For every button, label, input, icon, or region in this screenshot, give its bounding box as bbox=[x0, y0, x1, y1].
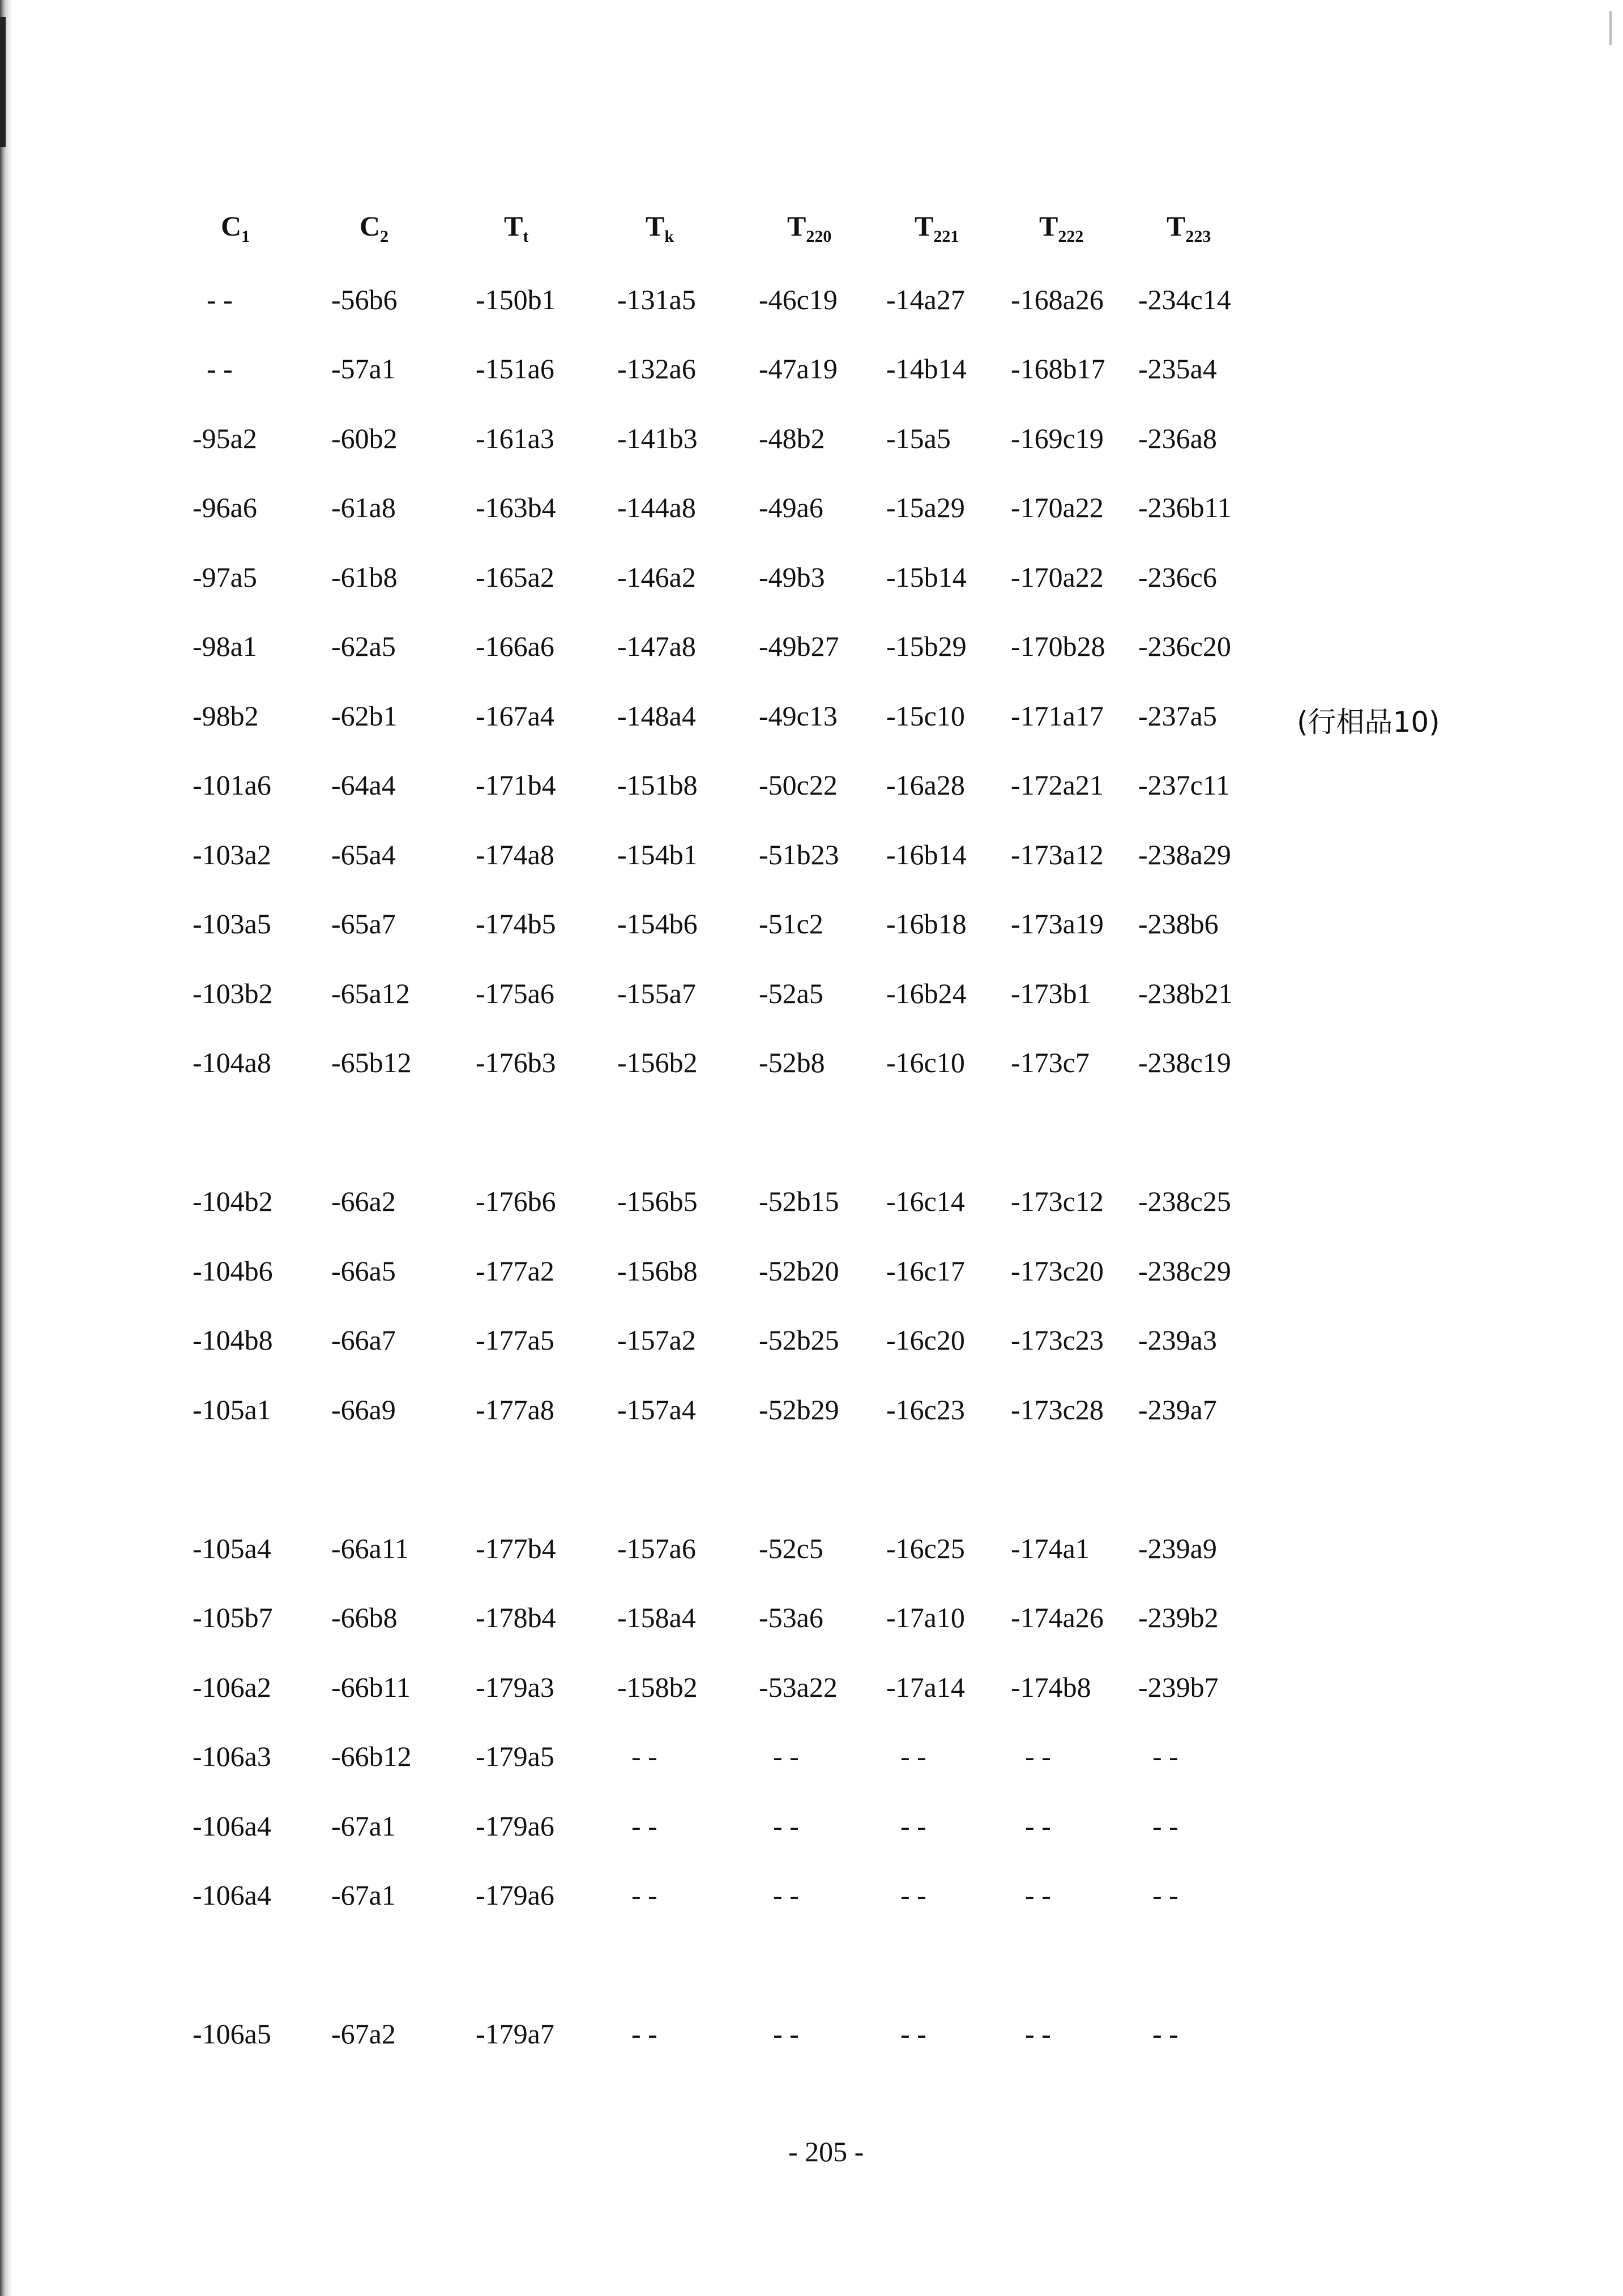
table-cell: -175a6 bbox=[476, 978, 554, 1009]
table-cell: -67a1 bbox=[331, 1810, 396, 1842]
table-cell: -57a1 bbox=[331, 353, 396, 385]
table-cell: - - bbox=[631, 1810, 657, 1842]
table-cell: -173a12 bbox=[1011, 839, 1104, 870]
table-cell: -61a8 bbox=[331, 492, 396, 523]
table-cell: -168a26 bbox=[1011, 284, 1104, 315]
table-cell: -52b15 bbox=[759, 1185, 839, 1217]
column-header-letter: T bbox=[1039, 210, 1058, 242]
column-header-subscript: k bbox=[664, 227, 674, 246]
table-cell: -147a8 bbox=[617, 630, 696, 662]
table-cell: -103b2 bbox=[193, 978, 273, 1009]
table-cell: -51c2 bbox=[759, 908, 823, 940]
table-cell: -157a6 bbox=[617, 1533, 696, 1564]
table-cell: -14b14 bbox=[886, 353, 967, 385]
table-cell: -52b8 bbox=[759, 1047, 825, 1078]
table-cell: -167a4 bbox=[476, 700, 554, 732]
table-cell: -157a2 bbox=[617, 1324, 696, 1356]
table-cell: - - bbox=[773, 1740, 799, 1772]
table-cell: -179a5 bbox=[476, 1740, 554, 1772]
table-cell: -16b24 bbox=[886, 978, 967, 1009]
table-cell: -65a4 bbox=[331, 839, 396, 870]
table-cell: -239b2 bbox=[1138, 1602, 1219, 1633]
page-number: - 205 - bbox=[788, 2136, 864, 2167]
table-cell: -49a6 bbox=[759, 492, 823, 523]
table-cell: -53a6 bbox=[759, 1602, 823, 1633]
table-cell: -16a28 bbox=[886, 769, 965, 801]
table-cell: - - bbox=[1152, 1879, 1178, 1911]
column-header-subscript: 220 bbox=[806, 227, 832, 246]
table-cell: - - bbox=[207, 353, 233, 385]
table-cell: -171a17 bbox=[1011, 700, 1104, 732]
table-cell: -178b4 bbox=[476, 1602, 556, 1633]
table-cell: -176b6 bbox=[476, 1185, 556, 1217]
table-cell: -46c19 bbox=[759, 284, 838, 315]
column-header-letter: T bbox=[504, 210, 523, 242]
table-cell: -177a8 bbox=[476, 1394, 554, 1426]
table-cell: -239a9 bbox=[1138, 1533, 1217, 1564]
table-cell: -16c20 bbox=[886, 1324, 965, 1356]
table-cell: -170a22 bbox=[1011, 561, 1104, 593]
table-cell: -106a3 bbox=[193, 1740, 271, 1772]
table-cell: -165a2 bbox=[476, 561, 554, 593]
column-header-6 bbox=[915, 210, 959, 246]
table-cell: -146a2 bbox=[617, 561, 696, 593]
table-cell: -105a4 bbox=[193, 1533, 271, 1564]
column-header-subscript: 222 bbox=[1058, 227, 1084, 246]
table-cell: -67a2 bbox=[331, 2018, 396, 2050]
column-header-1 bbox=[221, 210, 250, 246]
table-cell: -161a3 bbox=[476, 423, 554, 454]
table-cell: - - bbox=[631, 1879, 657, 1911]
table-cell: -179a7 bbox=[476, 2018, 554, 2050]
table-cell: -66b12 bbox=[331, 1740, 412, 1772]
table-cell: -47a19 bbox=[759, 353, 838, 385]
table-cell: - - bbox=[1025, 1879, 1051, 1911]
table-cell: -95a2 bbox=[193, 423, 257, 454]
table-cell: - - bbox=[773, 2018, 799, 2050]
table-cell: -174b8 bbox=[1011, 1671, 1091, 1703]
table-cell: -150b1 bbox=[476, 284, 556, 315]
table-cell: -106a4 bbox=[193, 1879, 271, 1911]
table-cell: -16c25 bbox=[886, 1533, 965, 1564]
table-cell: -66a11 bbox=[331, 1533, 409, 1564]
table-cell: -157a4 bbox=[617, 1394, 696, 1426]
table-cell: -62b1 bbox=[331, 700, 398, 732]
table-cell: -48b2 bbox=[759, 423, 825, 454]
table-cell: -103a5 bbox=[193, 908, 271, 940]
column-header-subscript: 223 bbox=[1185, 227, 1211, 246]
scan-binding-edge bbox=[0, 0, 12, 2296]
table-cell: -177a2 bbox=[476, 1255, 554, 1287]
table-cell: -66a9 bbox=[331, 1394, 396, 1426]
table-cell: - - bbox=[900, 1810, 926, 1842]
table-cell: -15a5 bbox=[886, 423, 951, 454]
table-cell: -60b2 bbox=[331, 423, 398, 454]
table-cell: -173c7 bbox=[1011, 1047, 1090, 1078]
table-cell: -96a6 bbox=[193, 492, 257, 523]
table-cell: -179a6 bbox=[476, 1810, 554, 1842]
table-cell: -16c10 bbox=[886, 1047, 965, 1078]
table-cell: -155a7 bbox=[617, 978, 696, 1009]
table-cell: -52b29 bbox=[759, 1394, 839, 1426]
table-cell: -156b5 bbox=[617, 1185, 698, 1217]
table-cell: -238a29 bbox=[1138, 839, 1231, 870]
table-cell: -66a5 bbox=[331, 1255, 396, 1287]
table-cell: -105a1 bbox=[193, 1394, 271, 1426]
column-header-3 bbox=[504, 210, 528, 246]
table-cell: -141b3 bbox=[617, 423, 698, 454]
table-cell: - - bbox=[1025, 2018, 1051, 2050]
table-cell: -236c20 bbox=[1138, 630, 1231, 662]
table-cell: -106a2 bbox=[193, 1671, 271, 1703]
table-cell: -236c6 bbox=[1138, 561, 1217, 593]
table-cell: -97a5 bbox=[193, 561, 257, 593]
table-cell: -101a6 bbox=[193, 769, 271, 801]
table-cell: -237a5 bbox=[1138, 700, 1217, 732]
scan-corner-mark bbox=[1609, 11, 1612, 45]
table-cell: -66a2 bbox=[331, 1185, 396, 1217]
table-cell: -158b2 bbox=[617, 1671, 698, 1703]
table-cell: - - bbox=[900, 1740, 926, 1772]
table-cell: -239a3 bbox=[1138, 1324, 1217, 1356]
section-note: (行相品10) bbox=[1297, 706, 1440, 739]
table-cell: -168b17 bbox=[1011, 353, 1105, 385]
table-cell: -176b3 bbox=[476, 1047, 556, 1078]
table-cell: -17a14 bbox=[886, 1671, 965, 1703]
table-cell: -173c20 bbox=[1011, 1255, 1104, 1287]
table-cell: -14a27 bbox=[886, 284, 965, 315]
table-cell: -177a5 bbox=[476, 1324, 554, 1356]
table-cell: -179a3 bbox=[476, 1671, 554, 1703]
table-cell: -151a6 bbox=[476, 353, 554, 385]
table-cell: -238c29 bbox=[1138, 1255, 1231, 1287]
table-cell: -173b1 bbox=[1011, 978, 1091, 1009]
table-cell: -52b25 bbox=[759, 1324, 839, 1356]
table-cell: - - bbox=[1025, 1740, 1051, 1772]
table-cell: -171b4 bbox=[476, 769, 556, 801]
table-cell: -148a4 bbox=[617, 700, 696, 732]
table-cell: -64a4 bbox=[331, 769, 396, 801]
table-cell: -106a4 bbox=[193, 1810, 271, 1842]
table-cell: -131a5 bbox=[617, 284, 696, 315]
column-header-letter: T bbox=[915, 210, 934, 242]
table-cell: -50c22 bbox=[759, 769, 838, 801]
column-header-subscript: 221 bbox=[933, 227, 959, 246]
table-cell: -15a29 bbox=[886, 492, 965, 523]
table-cell: -53a22 bbox=[759, 1671, 838, 1703]
table-cell: -98b2 bbox=[193, 700, 259, 732]
table-cell: -174a26 bbox=[1011, 1602, 1104, 1633]
table-cell: -163b4 bbox=[476, 492, 556, 523]
table-cell: -173c12 bbox=[1011, 1185, 1104, 1217]
table-cell: -173c23 bbox=[1011, 1324, 1104, 1356]
table-cell: - - bbox=[631, 2018, 657, 2050]
column-header-letter: C bbox=[360, 210, 381, 242]
table-cell: -238b21 bbox=[1138, 978, 1233, 1009]
column-header-letter: C bbox=[221, 210, 242, 242]
table-cell: -170a22 bbox=[1011, 492, 1104, 523]
table-cell: - - bbox=[1025, 1810, 1051, 1842]
column-header-8 bbox=[1167, 210, 1211, 246]
table-cell: -104b2 bbox=[193, 1185, 273, 1217]
table-cell: -62a5 bbox=[331, 630, 396, 662]
table-cell: -66b8 bbox=[331, 1602, 398, 1633]
table-cell: -15b29 bbox=[886, 630, 967, 662]
table-cell: -65a7 bbox=[331, 908, 396, 940]
table-cell: -177b4 bbox=[476, 1533, 556, 1564]
table-cell: -65b12 bbox=[331, 1047, 412, 1078]
table-cell: -169c19 bbox=[1011, 423, 1104, 454]
table-cell: -16b14 bbox=[886, 839, 967, 870]
table-cell: -234c14 bbox=[1138, 284, 1231, 315]
table-cell: -67a1 bbox=[331, 1879, 396, 1911]
table-cell: -15c10 bbox=[886, 700, 965, 732]
table-cell: -238c25 bbox=[1138, 1185, 1231, 1217]
table-cell: -66b11 bbox=[331, 1671, 411, 1703]
table-cell: -104a8 bbox=[193, 1047, 271, 1078]
table-cell: -61b8 bbox=[331, 561, 398, 593]
column-header-subscript: t bbox=[523, 227, 529, 246]
table-cell: -173c28 bbox=[1011, 1394, 1104, 1426]
column-header-7 bbox=[1039, 210, 1083, 246]
table-cell: -236a8 bbox=[1138, 423, 1217, 454]
table-cell: -49c13 bbox=[759, 700, 838, 732]
table-cell: - - bbox=[900, 1879, 926, 1911]
table-cell: -151b8 bbox=[617, 769, 698, 801]
table-cell: -239a7 bbox=[1138, 1394, 1217, 1426]
table-cell: - - bbox=[900, 2018, 926, 2050]
column-header-2 bbox=[360, 210, 388, 246]
table-cell: -154b1 bbox=[617, 839, 698, 870]
table-cell: -105b7 bbox=[193, 1602, 273, 1633]
table-cell: -65a12 bbox=[331, 978, 410, 1009]
column-header-letter: T bbox=[787, 210, 806, 242]
table-cell: -132a6 bbox=[617, 353, 696, 385]
table-cell: -104b6 bbox=[193, 1255, 273, 1287]
table-cell: -49b3 bbox=[759, 561, 825, 593]
table-cell: - - bbox=[773, 1810, 799, 1842]
table-cell: -154b6 bbox=[617, 908, 698, 940]
table-cell: -52b20 bbox=[759, 1255, 839, 1287]
table-cell: -16c14 bbox=[886, 1185, 965, 1217]
table-cell: -17a10 bbox=[886, 1602, 965, 1633]
table-cell: - - bbox=[1152, 2018, 1178, 2050]
column-header-letter: T bbox=[646, 210, 665, 242]
table-cell: - - bbox=[1152, 1740, 1178, 1772]
column-header-letter: T bbox=[1167, 210, 1186, 242]
table-cell: -235a4 bbox=[1138, 353, 1217, 385]
table-cell: -179a6 bbox=[476, 1879, 554, 1911]
table-cell: -156b8 bbox=[617, 1255, 698, 1287]
table-cell: -238b6 bbox=[1138, 908, 1219, 940]
column-header-subscript: 1 bbox=[241, 227, 250, 246]
table-cell: -172a21 bbox=[1011, 769, 1104, 801]
table-cell: -239b7 bbox=[1138, 1671, 1219, 1703]
table-cell: -170b28 bbox=[1011, 630, 1105, 662]
table-cell: -174a1 bbox=[1011, 1533, 1090, 1564]
column-header-4 bbox=[646, 210, 674, 246]
table-cell: -52a5 bbox=[759, 978, 823, 1009]
table-cell: -237c11 bbox=[1138, 769, 1230, 801]
table-cell: -158a4 bbox=[617, 1602, 696, 1633]
table-cell: -16c23 bbox=[886, 1394, 965, 1426]
column-header-5 bbox=[787, 210, 831, 246]
table-cell: -52c5 bbox=[759, 1533, 823, 1564]
table-cell: -98a1 bbox=[193, 630, 257, 662]
table-cell: - - bbox=[1152, 1810, 1178, 1842]
table-cell: -56b6 bbox=[331, 284, 398, 315]
table-cell: -16b18 bbox=[886, 908, 967, 940]
scan-binding-mark bbox=[0, 17, 6, 147]
table-cell: - - bbox=[631, 1740, 657, 1772]
table-cell: -166a6 bbox=[476, 630, 554, 662]
table-cell: -66a7 bbox=[331, 1324, 396, 1356]
table-cell: -144a8 bbox=[617, 492, 696, 523]
table-cell: -238c19 bbox=[1138, 1047, 1231, 1078]
table-cell: -156b2 bbox=[617, 1047, 698, 1078]
column-header-subscript: 2 bbox=[380, 227, 389, 246]
table-cell: -174a8 bbox=[476, 839, 554, 870]
table-cell: -51b23 bbox=[759, 839, 839, 870]
table-cell: -173a19 bbox=[1011, 908, 1104, 940]
table-cell: -104b8 bbox=[193, 1324, 273, 1356]
table-cell: -16c17 bbox=[886, 1255, 965, 1287]
table-cell: -103a2 bbox=[193, 839, 271, 870]
table-cell: -49b27 bbox=[759, 630, 839, 662]
table-cell: -106a5 bbox=[193, 2018, 271, 2050]
table-cell: -236b11 bbox=[1138, 492, 1232, 523]
table-cell: -15b14 bbox=[886, 561, 967, 593]
table-cell: - - bbox=[773, 1879, 799, 1911]
table-cell: - - bbox=[207, 284, 233, 315]
table-cell: -174b5 bbox=[476, 908, 556, 940]
